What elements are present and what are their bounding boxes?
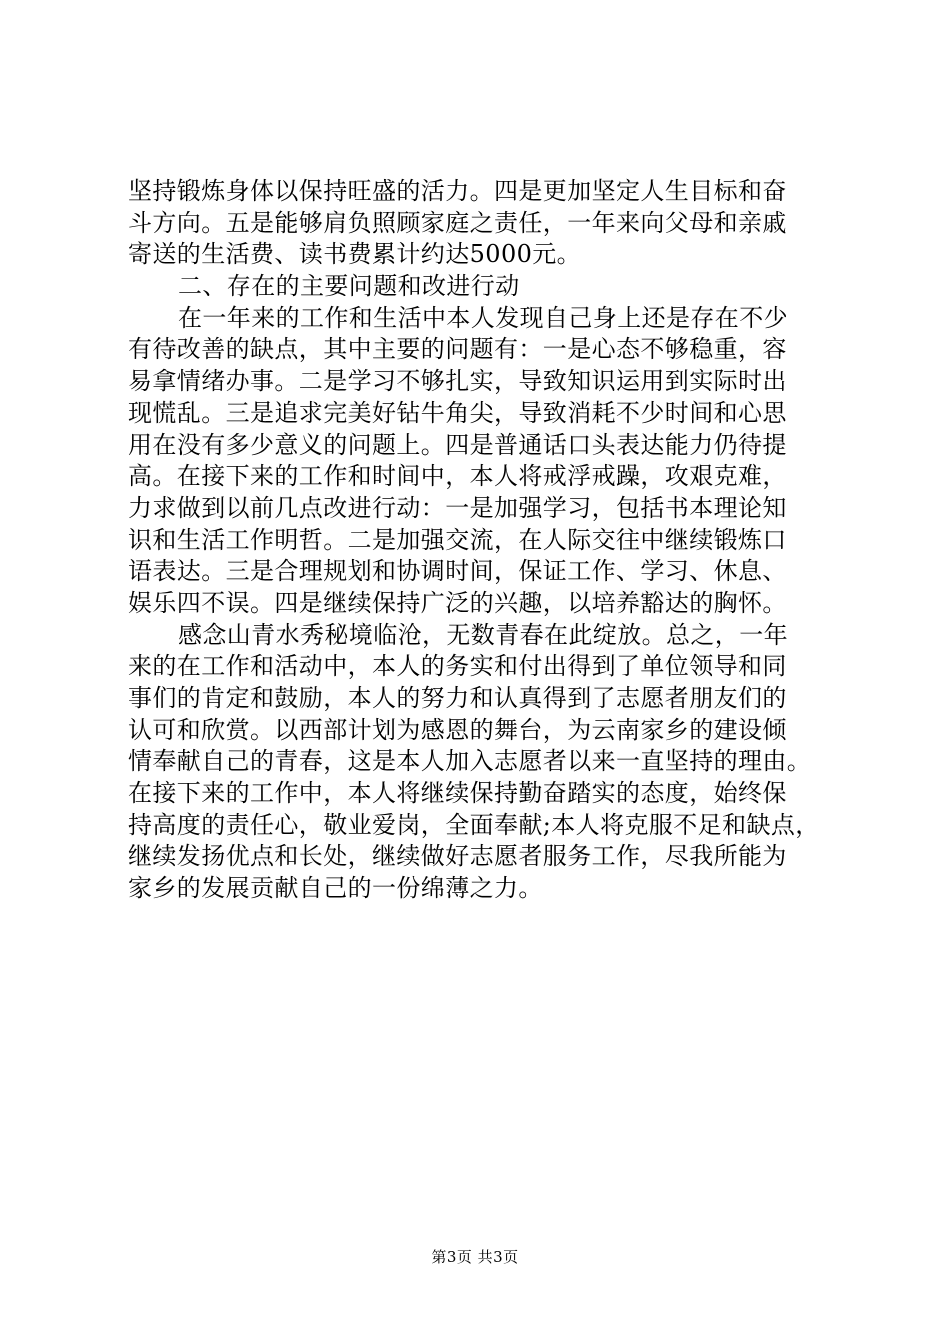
text-line: 继续发扬优点和长处，继续做好志愿者服务工作，尽我所能为	[128, 842, 787, 871]
text-line: 认可和欣赏。以西部计划为感恩的舞台，为云南家乡的建设倾	[128, 715, 787, 744]
text-line: 易拿情绪办事。二是学习不够扎实，导致知识运用到实际时出	[128, 367, 787, 396]
text-line: 娱乐四不误。四是继续保持广泛的兴趣，以培养豁达的胸怀。	[128, 588, 787, 617]
text-line: 来的在工作和活动中，本人的务实和付出得到了单位领导和同	[128, 652, 787, 681]
paragraph-start-line: 感念山青水秀秘境临沧，无数青春在此绽放。总之，一年	[178, 620, 788, 649]
text-line: 语表达。三是合理规划和协调时间，保证工作、学习、休息、	[128, 557, 787, 586]
text-line: 斗方向。五是能够肩负照顾家庭之责任，一年来向父母和亲戚	[128, 208, 787, 237]
section-heading: 二、存在的主要问题和改进行动	[178, 272, 520, 301]
text-line: 用在没有多少意义的问题上。四是普通话口头表达能力仍待提	[128, 430, 787, 459]
document-body	[128, 176, 828, 905]
text-line: 在接下来的工作中，本人将继续保持勤奋踏实的态度，始终保	[128, 779, 787, 808]
text-line: 识和生活工作明哲。二是加强交流，在人际交往中继续锻炼口	[128, 525, 787, 554]
text-line: 寄送的生活费、读书费累计约达5000元。	[128, 240, 582, 269]
text-line: 事们的肯定和鼓励，本人的努力和认真得到了志愿者朋友们的	[128, 684, 787, 712]
paragraph-start-line: 在一年来的工作和生活中本人发现自己身上还是存在不少	[178, 303, 788, 332]
text-line: 现慌乱。三是追求完美好钻牛角尖，导致消耗不少时间和心思	[128, 398, 787, 427]
text-line: 情奉献自己的青春，这是本人加入志愿者以来一直坚持的理由。	[128, 747, 812, 776]
text-line: 家乡的发展贡献自己的一份绵薄之力。	[128, 874, 543, 903]
text-line: 有待改善的缺点，其中主要的问题有：一是心态不够稳重，容	[128, 335, 787, 364]
text-line: 高。在接下来的工作和时间中，本人将戒浮戒躁，攻艰克难，	[128, 462, 787, 491]
page-number-footer: 第3页 共3页	[431, 1248, 519, 1266]
text-line: 坚持锻炼身体以保持旺盛的活力。四是更加坚定人生目标和奋	[128, 177, 787, 205]
text-line: 力求做到以前几点改进行动：一是加强学习，包括书本理论知	[128, 493, 787, 522]
text-line: 持高度的责任心，敬业爱岗，全面奉献;本人将克服不足和缺点，	[128, 810, 820, 839]
